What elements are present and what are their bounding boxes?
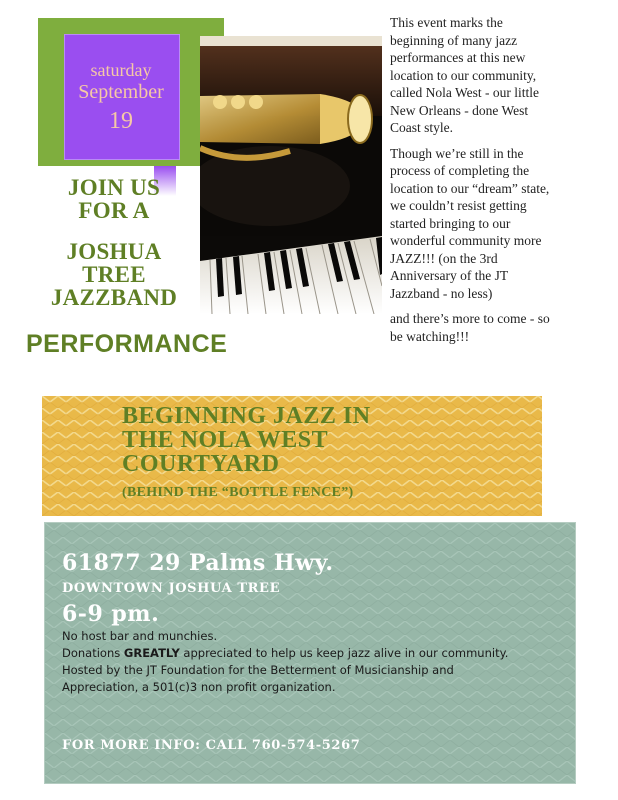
intro-text [390, 14, 550, 353]
more-info-contact: FOR MORE INFO: CALL 760-574-5267 [62, 738, 361, 753]
banner-line-2: THE NOLA WEST [122, 427, 329, 453]
date-day: 19 [109, 107, 133, 134]
event-city: DOWNTOWN JOSHUA TREE [62, 581, 281, 596]
intro-paragraph-1: This event marks the beginning of many jazz performances at this new location to our community, called Nola West - our little New Orleans - done West Coast style. [390, 15, 539, 135]
event-date [64, 60, 178, 135]
headline-line-5: JAZZBAND [50, 285, 178, 310]
details-hosted: Hosted by the JT Foundation for the Betterment of Musicianship and Appreciation, a 501(c)3 non profit organization. [62, 663, 454, 694]
headline-line-2: FOR A [78, 198, 150, 223]
details-line-1: No host bar and munchies. [62, 629, 218, 643]
donations-post: appreciated to help us keep jazz alive in our community. [179, 646, 509, 660]
intro-paragraph-3: and there’s more to come - so be watching!!! [390, 311, 550, 344]
date-month: September [78, 81, 164, 104]
headline-performance: PERFORMANCE [26, 330, 228, 358]
event-details [62, 628, 532, 696]
details-donations [62, 645, 532, 662]
intro-paragraph-2: Though we’re still in the process of completing the location to our “dream” state, we couldn’t resist getting started bringing to our wonderful community more JAZZ!!! (on the 3rd Anniversary of the JT Jazzband - no less) [390, 145, 550, 301]
headline [28, 176, 200, 309]
donations-bold: GREATLY [123, 646, 180, 660]
headline-line-1: JOIN US [67, 175, 161, 200]
banner-line-1: BEGINNING JAZZ IN [122, 403, 371, 429]
trumpet-on-piano-photo [200, 36, 382, 314]
date-weekday: saturday [90, 60, 152, 80]
banner-line-3: COURTYARD [122, 451, 280, 477]
event-address: 61877 29 Palms Hwy. [62, 550, 334, 576]
banner-subtitle: (BEHIND THE “BOTTLE FENCE”) [122, 485, 354, 500]
headline-line-3: JOSHUA [66, 239, 162, 264]
event-time: 6-9 pm. [62, 601, 160, 627]
piano-illustration [200, 36, 382, 314]
headline-line-4: TREE [82, 262, 146, 287]
donations-pre: Donations [62, 646, 124, 660]
banner-title [122, 404, 502, 476]
